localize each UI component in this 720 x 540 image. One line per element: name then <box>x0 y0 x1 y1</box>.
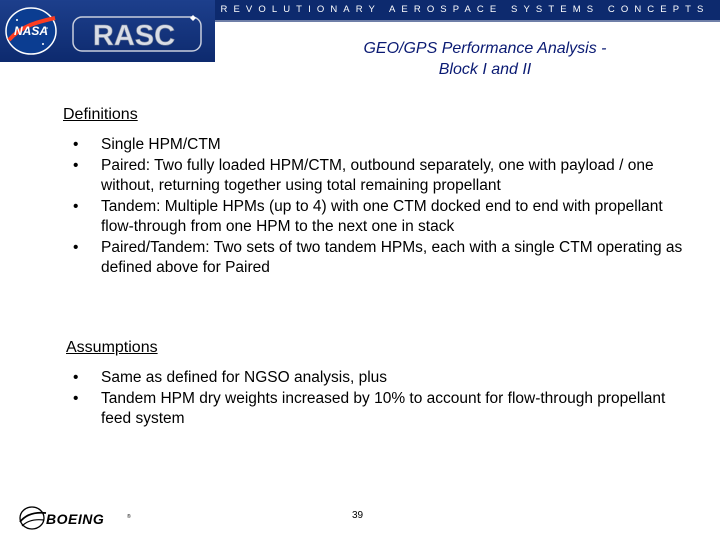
definitions-heading: Definitions <box>63 106 138 123</box>
list-item-text: Single HPM/CTM <box>101 136 221 153</box>
bullet-icon: • <box>73 369 79 386</box>
bullet-icon: • <box>73 389 79 407</box>
banner-tagline: REVOLUTIONARY AEROSPACE SYSTEMS CONCEPTS <box>220 4 710 15</box>
page-number: 39 <box>352 510 364 521</box>
definitions-list <box>73 135 693 279</box>
list-item <box>73 389 683 430</box>
assumptions-list <box>73 368 683 430</box>
bullet-icon: • <box>73 156 79 174</box>
list-item <box>73 197 693 238</box>
rasc-logo-icon <box>72 14 206 54</box>
svg-text:®: ® <box>127 514 131 520</box>
list-item <box>73 135 693 156</box>
nasa-logo-icon <box>3 6 59 56</box>
assumptions-heading: Assumptions <box>66 339 158 356</box>
list-item <box>73 156 693 197</box>
slide-title-line-2: Block I and II <box>438 61 532 78</box>
list-item <box>73 368 683 389</box>
bullet-icon: • <box>73 238 79 256</box>
list-item-text: Tandem: Multiple HPMs (up to 4) with one CTM docked end to end with propellant flow-through from one HPM to the next one in stack <box>101 197 663 235</box>
nasa-logo-text: NASA <box>13 24 49 38</box>
list-item-text: Tandem HPM dry weights increased by 10% to account for flow-through propellant feed system <box>101 389 666 427</box>
list-item <box>73 238 693 279</box>
bullet-icon: • <box>73 197 79 215</box>
list-item-text: Paired: Two fully loaded HPM/CTM, outbound separately, one with payload / one without, returning together using total remaining propellant <box>101 156 654 194</box>
slide-title-line-1: GEO/GPS Performance Analysis - <box>363 40 607 57</box>
list-item-text: Same as defined for NGSO analysis, plus <box>101 369 388 386</box>
bullet-icon: • <box>73 136 79 153</box>
boeing-logo-text: BOEING <box>46 511 105 527</box>
rasc-logo-text: RASC <box>92 20 176 52</box>
slide-title <box>300 38 670 80</box>
list-item-text: Paired/Tandem: Two sets of two tandem HPMs, each with a single CTM operating as defined above for Paired <box>101 238 683 276</box>
boeing-logo-icon <box>16 504 134 534</box>
banner-divider <box>215 20 720 22</box>
